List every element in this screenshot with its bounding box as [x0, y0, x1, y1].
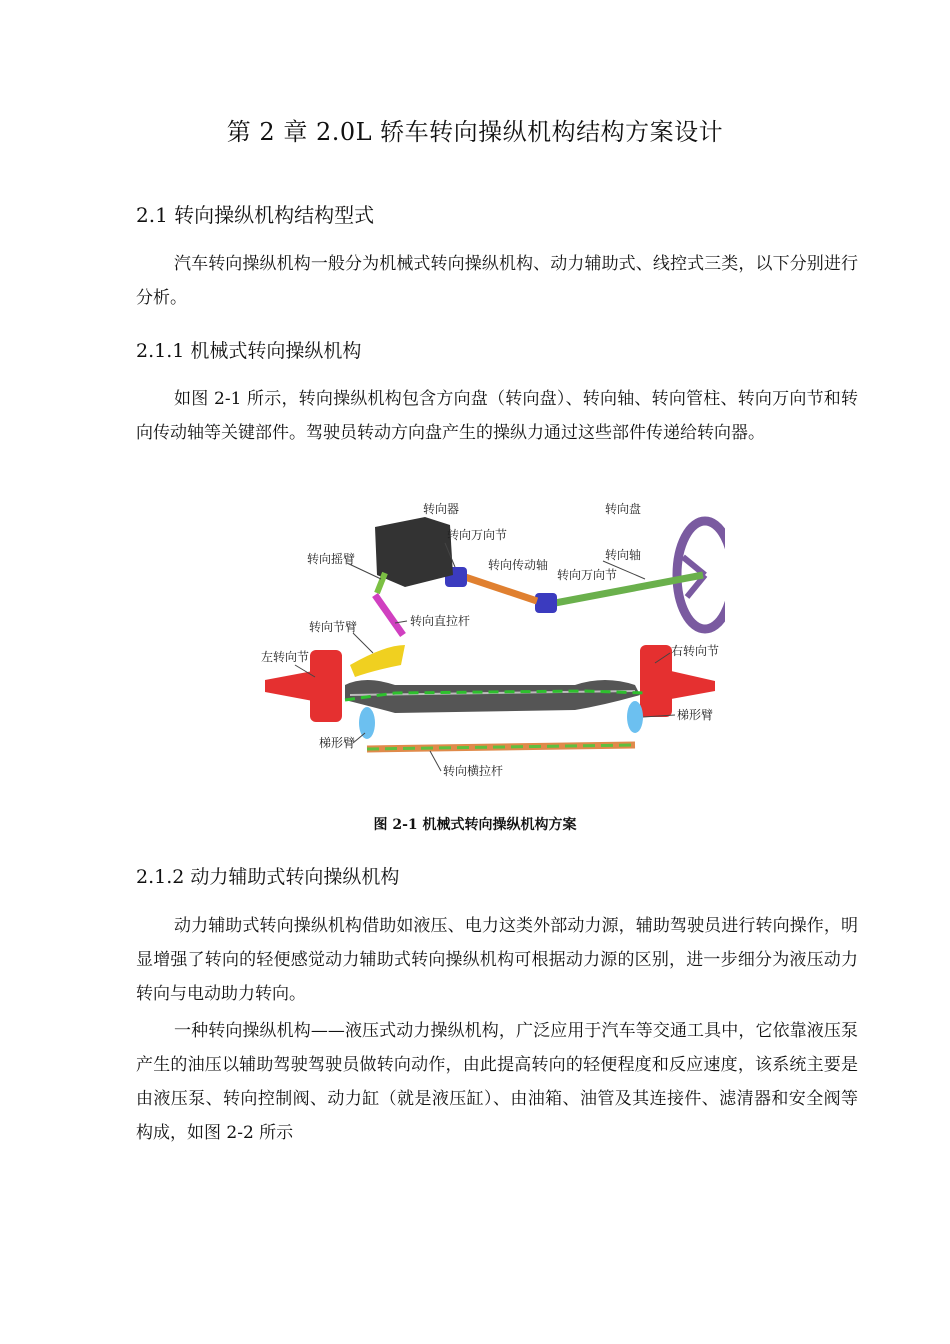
section-2-1-2-paragraph-1: 动力辅助式转向操纵机构借助如液压、电力这类外部动力源，辅助驾驶员进行转向操作，明显增强了转向的轻便感觉动力辅助式转向操纵机构可根据动力源的区别，进一步细分为液压动力转向与电动助力转向。 [136, 916, 858, 1004]
section-2-1-2-heading: 2.1.2 动力辅助式转向操纵机构 [136, 866, 400, 888]
figure-2-1-caption: 图 2-1 机械式转向操纵机构方案 [373, 817, 577, 833]
label-universal-joint-1: 转向万向节 [447, 528, 508, 542]
section-2-1-1-paragraph: 如图 2-1 所示，转向操纵机构包含方向盘（转向盘）、转向轴、转向管柱、转向万向节和转向传动轴等关键部件。驾驶员转动方向盘产生的操纵力通过这些部件传递给转向器。 [136, 389, 858, 443]
label-pitman-arm: 转向摇臂 [307, 552, 356, 566]
trapezoid-arm-left [359, 707, 375, 739]
right-knuckle [640, 645, 672, 717]
label-trapezoid-arm-right: 梯形臂 [677, 708, 714, 722]
label-right-knuckle: 右转向节 [671, 644, 720, 658]
label-left-knuckle: 左转向节 [261, 650, 310, 664]
section-2-1-1-heading: 2.1.1 机械式转向操纵机构 [136, 340, 362, 362]
label-tie-rod: 转向横拉杆 [443, 764, 504, 778]
label-universal-joint-2: 转向万向节 [557, 568, 618, 582]
axle-beam [345, 680, 640, 713]
label-trapezoid-arm-left: 梯形臂 [319, 736, 356, 750]
section-2-1-paragraph: 汽车转向操纵机构一般分为机械式转向操纵机构、动力辅助式、线控式三类，以下分别进行分析。 [136, 254, 858, 308]
universal-joint-2 [535, 593, 557, 613]
label-knuckle-arm: 转向节臂 [309, 620, 358, 634]
label-drive-shaft: 转向传动轴 [488, 558, 549, 572]
drive-shaft [465, 577, 537, 601]
trapezoid-arm-right [627, 701, 643, 733]
knuckle-arm [350, 645, 405, 677]
label-steering-shaft: 转向轴 [605, 548, 642, 562]
section-2-1-heading: 2.1 转向操纵机构结构型式 [136, 203, 375, 227]
figure-2-1-diagram [255, 495, 725, 795]
drag-link [375, 595, 403, 635]
label-steering-wheel: 转向盘 [605, 502, 642, 516]
section-2-1-2-paragraph-2: 一种转向操纵机构——液压式动力操纵机构，广泛应用于汽车等交通工具中，它依靠液压泵产生的油压以辅助驾驶驾驶员做转向动作，由此提高转向的轻便程度和反应速度，该系统主要是由液压泵、转向控制阀、动力缸（就是液压缸）、由油箱、油管及其连接件、滤清器和安全阀等构成，如图 2-2 所示 [136, 1021, 858, 1143]
pitman-arm [377, 573, 385, 593]
label-drag-link: 转向直拉杆 [410, 614, 471, 628]
left-knuckle [310, 650, 342, 722]
label-steering-gear: 转向器 [423, 502, 460, 516]
chapter-title: 第 2 章 2.0L 轿车转向操纵机构结构方案设计 [226, 118, 724, 146]
